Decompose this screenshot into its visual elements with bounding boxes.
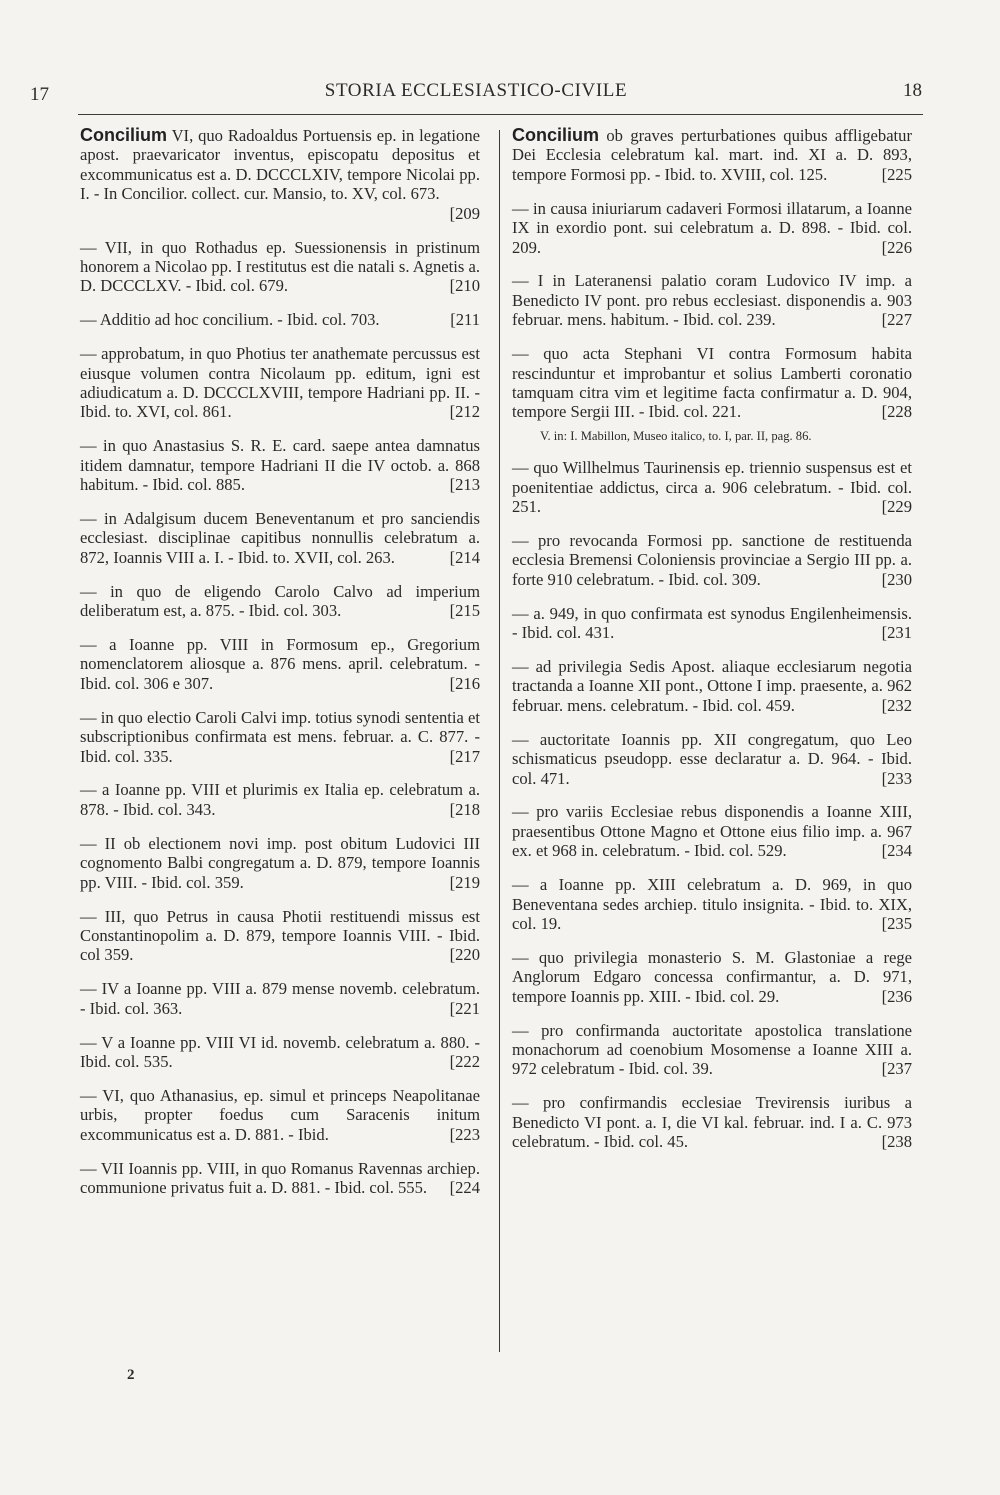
running-title: STORIA ECCLESIASTICO-CIVILE	[324, 80, 628, 101]
entry-number: [214	[449, 547, 480, 567]
entry-number: [222	[449, 1051, 480, 1071]
entry-text: — ad privilegia Sedis Apost. aliaque ecclesiarum negotia tractanda a Ioanne XII pont., Ottone I imp. praesente, a. 962 februar. mens. celebratum. - Ibid. col. 459.	[512, 657, 912, 715]
entry-text: — pro variis Ecclesiae rebus disponendis a Ioanne XIII, praesentibus Ottone Magno et Ottone eius filio imp. a. 967 ex. et 968 in. celebratum. - Ibid. col. 529.	[512, 802, 912, 861]
lemma: Concilium	[512, 125, 600, 145]
column-divider	[499, 130, 500, 1352]
page-number-left: 17	[30, 84, 49, 105]
entry-220	[80, 907, 480, 965]
entry-number: [227	[881, 310, 912, 330]
entry-219	[80, 834, 480, 892]
entry-217	[80, 708, 480, 766]
entry-215	[80, 582, 480, 621]
right-column	[512, 126, 912, 1166]
entry-211	[80, 310, 480, 329]
entry-226	[512, 199, 912, 257]
entry-text: — pro revocanda Formosi pp. sanctione de restituenda ecclesia Bremensi Coloniensis provinciae a Sergio III pp. a. forte 910 celebratum. - Ibid. col. 309.	[512, 531, 912, 589]
entry-text: ob graves perturbationes quibus affligebatur Dei Ecclesia celebratum kal. mart. ind. XI a. D. 893, tempore Formosi pp. - Ibid. to. XVIII, col. 125.	[512, 126, 912, 184]
entry-text: VI, quo Radoaldus Portuensis ep. in legatione apost. praevaricator inventus, episcopatu depositus et excommunicatus est a. D. DCCCLXIV, tempore Nicolai pp. I. - In Concilior. collect. cur. Mansio, to. XV, col. 673.	[80, 126, 480, 204]
entry-number: [233	[881, 768, 912, 788]
entry-number: [220	[449, 945, 480, 965]
entry-210	[80, 238, 480, 296]
entry-227	[512, 271, 912, 329]
entry-number: [216	[449, 673, 480, 693]
entry-text: — II ob electionem novi imp. post obitum Ludovici III cognomento Balbi congregatum a. D. 879, tempore Ioannis pp. VIII. - Ibid. col. 359.	[80, 833, 480, 892]
entry-text: — III, quo Petrus in causa Photii restituendi missus est Constantinopolim a. D. 879, tempore Ioannis VIII. - Ibid. col 359.	[80, 906, 480, 965]
entry-text: — I in Lateranensi palatio coram Ludovico IV imp. a Benedicto IV pont. pro rebus ecclesiast. disponendis a. 903 februar. mens. habitum. - Ibid. col. 239.	[512, 271, 912, 330]
entry-number: [228	[881, 402, 912, 422]
entry-text: — VII Ioannis pp. VIII, in quo Romanus Ravennas archiep. communione privatus fuit a. D. 881. - Ibid. col. 555.	[80, 1158, 480, 1197]
running-header	[30, 80, 922, 110]
entry-number: [234	[881, 841, 912, 861]
entry-text: — approbatum, in quo Photius ter anathemate percussus est eiusque volumen contra Nicolaum pp. editum, igni est adiudicatum a. D. DCCCLXVIII, tempore Hadriani pp. II. - Ibid. to. XVI, col. 861.	[80, 344, 480, 422]
entry-text: — in quo de eligendo Carolo Calvo ad imperium deliberatum est, a. 875. - Ibid. col. 303.	[80, 581, 480, 621]
entry-text: — a Ioanne pp. VIII in Formosum ep., Gregorium nomenclatorem aliosque a. 876 mens. april. celebratum. - Ibid. col. 306 e 307.	[80, 635, 480, 693]
entry-number: [223	[449, 1124, 480, 1144]
entry-231	[512, 604, 912, 643]
entry-number: [232	[881, 695, 912, 715]
entry-number: [217	[449, 746, 480, 766]
entry-235	[512, 875, 912, 933]
entry-number: [213	[449, 475, 480, 495]
left-column	[80, 126, 480, 1212]
entry-number: [219	[449, 872, 480, 892]
header-rule	[78, 114, 923, 115]
entry-233	[512, 730, 912, 788]
entry-number: [235	[881, 914, 912, 933]
entry-number: [229	[881, 497, 912, 517]
entry-number: [231	[881, 623, 912, 643]
entry-237	[512, 1021, 912, 1079]
entry-text: — pro confirmanda auctoritate apostolica translatione monachorum ad coenobium Mosomense a Ioanne XIII a. 972 celebratum - Ibid. col. 39.	[512, 1020, 912, 1079]
entry-text: — in Adalgisum ducem Beneventanum et pro sanciendis ecclesiast. disciplinae capitibus nonnullis celebratum a. 872, Ioannis VIII a. I. - Ibid. to. XVII, col. 263.	[80, 509, 480, 567]
entry-number: [230	[881, 569, 912, 589]
entry-209	[80, 126, 480, 223]
entry-number: [224	[449, 1177, 480, 1197]
entry-234	[512, 802, 912, 860]
entry-number: [237	[881, 1059, 912, 1079]
entry-text: — in quo electio Caroli Calvi imp. totius synodi sententia et subscriptionibus confirmata est mens. februar. a. C. 877. - Ibid. col. 335.	[80, 707, 480, 766]
entry-text: — pro confirmandis ecclesiae Trevirensis iuribus a Benedicto VI pont. a. I, die VI kal. februar. ind. I a. C. 973 celebratum. - Ibid. col. 45.	[512, 1093, 912, 1152]
entry-number: [226	[881, 237, 912, 257]
entry-236	[512, 948, 912, 1006]
entry-212	[80, 344, 480, 422]
entry-text: — a Ioanne pp. XIII celebratum a. D. 969, in quo Beneventana sedes archiep. titulo insignita. - Ibid. to. XIX, col. 19.	[512, 875, 912, 933]
entry-text: — quo Willhelmus Taurinensis ep. triennio suspensus est et poenitentiae addictus, circa a. 906 celebratum. - Ibid. col. 251.	[512, 458, 912, 517]
entry-number: [236	[881, 986, 912, 1006]
entry-221	[80, 979, 480, 1018]
entry-222	[80, 1033, 480, 1072]
entry-number: [212	[449, 402, 480, 422]
entry-223	[80, 1086, 480, 1144]
entry-213	[80, 436, 480, 494]
lemma: Concilium	[80, 125, 168, 145]
entry-230	[512, 531, 912, 589]
entry-225	[512, 126, 912, 184]
entry-text: — V a Ioanne pp. VIII VI id. novemb. celebratum a. 880. - Ibid. col. 535.	[80, 1032, 480, 1071]
entry-text: — VI, quo Athanasius, ep. simul et princeps Neapolitanae urbis, propter foedus cum Saracenis initum excommunicatus est a. D. 881. - Ibid.	[80, 1085, 480, 1144]
entry-232	[512, 657, 912, 715]
entry-number: [215	[449, 601, 480, 621]
entry-text: — in causa iniuriarum cadaveri Formosi illatarum, a Ioanne IX in exordio pont. sui celebratum a. D. 898. - Ibid. col. 209.	[512, 198, 912, 257]
entry-text: — quo privilegia monasterio S. M. Glastoniae a rege Anglorum Edgaro concessa confirmantur, a. D. 971, tempore Ioannis pp. XIII. - Ibid. col. 29.	[512, 947, 912, 1006]
entry-216	[80, 635, 480, 693]
entry-number: [218	[449, 799, 480, 819]
reference-note: V. in: I. Mabillon, Museo italico, to. I, par. II, pag. 86.	[540, 429, 812, 444]
entry-number: [209	[449, 203, 480, 223]
entry-238	[512, 1093, 912, 1151]
entry-228	[512, 344, 912, 422]
entry-214	[80, 509, 480, 567]
entry-229	[512, 458, 912, 516]
entry-text: — IV a Ioanne pp. VIII a. 879 mense novemb. celebratum. - Ibid. col. 363.	[80, 979, 480, 1018]
entry-text: — quo acta Stephani VI contra Formosum habita rescinduntur et improbantur et solius Lamberti coronatio tamquam citra vim et legitime facta confirmatur a. D. 904, tempore Sergii III. - Ibid. col. 221.	[512, 344, 912, 422]
entry-218	[80, 780, 480, 819]
entry-number: [221	[449, 998, 480, 1018]
entry-number: [211	[450, 310, 480, 330]
page-number-right: 18	[903, 80, 922, 101]
entry-number: [210	[449, 276, 480, 296]
entry-text: — Additio ad hoc concilium. - Ibid. col. 703.	[80, 310, 380, 330]
entry-text: — auctoritate Ioannis pp. XII congregatum, quo Leo schismaticus pseudopp. esse declaratur a. D. 964. - Ibid. col. 471.	[512, 729, 912, 788]
entry-number: [225	[881, 164, 912, 184]
entry-224	[80, 1159, 480, 1198]
signature-mark: 2	[127, 1367, 135, 1383]
entry-text: — a. 949, in quo confirmata est synodus Engilenheimensis. - Ibid. col. 431.	[512, 603, 912, 643]
entry-text: — in quo Anastasius S. R. E. card. saepe antea damnatus itidem damnatur, tempore Hadriani II die IV octob. a. 868 habitum. - Ibid. col. 885.	[80, 436, 480, 495]
entry-number: [238	[881, 1132, 912, 1152]
entry-text: — a Ioanne pp. VIII et plurimis ex Italia ep. celebratum a. 878. - Ibid. col. 343.	[80, 780, 480, 819]
entry-text: — VII, in quo Rothadus ep. Suessionensis in pristinum honorem a Nicolao pp. I restitutus est die natali s. Agnetis a. D. DCCCLXV. - Ibid. col. 679.	[80, 237, 481, 296]
